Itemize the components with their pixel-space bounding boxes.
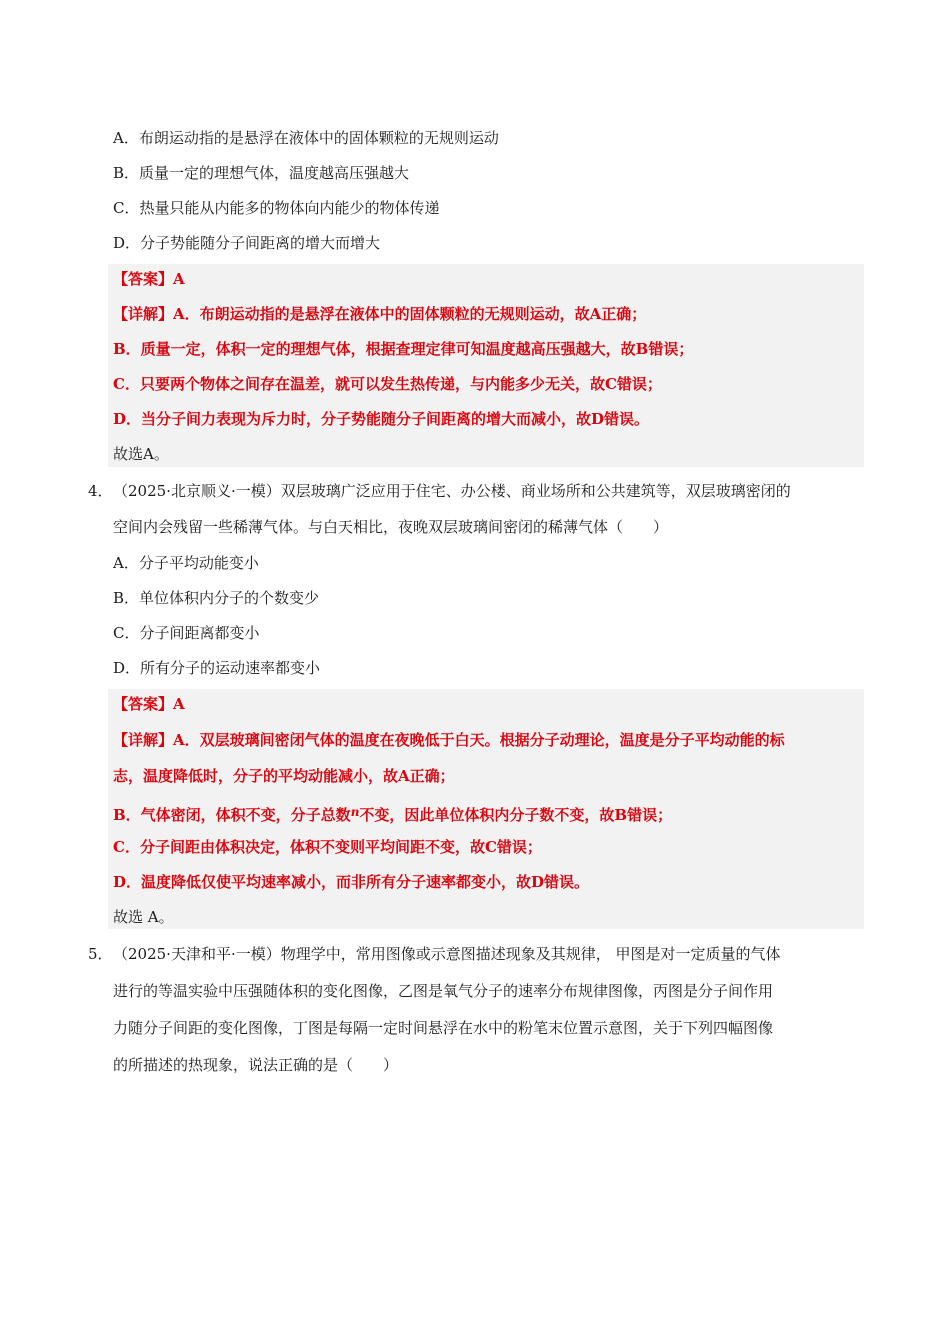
- q4-number: 4．: [88, 482, 113, 500]
- q4-detail-b-pre: B．气体密闭，体积不变，分子总数: [113, 806, 351, 824]
- q3-detail-label: 【详解】: [113, 305, 174, 323]
- q4-detail-label: 【详解】: [113, 731, 174, 749]
- q4-answer: 【答案】A: [113, 695, 185, 713]
- q4-detail-b: [113, 802, 672, 825]
- q3-option-c: C．热量只能从内能多的物体向内能少的物体传递: [113, 199, 440, 217]
- q5-stem-line2: 进行的等温实验中压强随体积的变化图像，乙图是氧气分子的速率分布规律图像，丙图是分子间作用: [113, 982, 774, 1000]
- q4-detail-line1-text: A．双层玻璃间密闭气体的温度在夜晚低于白天。根据分子动理论，温度是分子平均动能的标: [173, 731, 785, 749]
- q4-detail-b-var: n: [350, 805, 360, 819]
- q3-option-b: B．质量一定的理想气体，温度越高压强越大: [113, 164, 410, 182]
- q3-answer-box: [108, 264, 864, 467]
- q3-detail-a: [113, 304, 646, 324]
- q3-detail-c: C．只要两个物体之间存在温差，就可以发生热传递，与内能多少无关，故C错误；: [113, 375, 662, 393]
- q3-conclusion: 故选A。: [113, 445, 169, 463]
- q3-option-a: A．布朗运动指的是悬浮在液体中的固体颗粒的无规则运动: [113, 129, 499, 147]
- q5-stem-line1: （2025·天津和平·一模）物理学中，常用图像或示意图描述现象及其规律， 甲图是对一定质量的气体: [113, 945, 781, 963]
- q3-answer: 【答案】A: [113, 270, 185, 288]
- q4-option-a: A．分子平均动能变小: [113, 554, 259, 572]
- q5-stem-line3: 力随分子间距的变化图像，丁图是每隔一定时间悬浮在水中的粉笔末位置示意图，关于下列四幅图像: [113, 1019, 774, 1037]
- q4-option-d: D．所有分子的运动速率都变小: [113, 659, 321, 677]
- q4-option-b: B．单位体积内分子的个数变少: [113, 589, 320, 607]
- q4-stem-line2: 空间内会残留一些稀薄气体。与白天相比，夜晚双层玻璃间密闭的稀薄气体（ ）: [113, 518, 669, 536]
- q3-detail-a-text: A．布朗运动指的是悬浮在液体中的固体颗粒的无规则运动，故A正确；: [173, 305, 647, 323]
- q4-conclusion: 故选 A。: [113, 908, 174, 926]
- q4-option-c: C．分子间距离都变小: [113, 624, 260, 642]
- q4-detail-c: C．分子间距由体积决定，体积不变则平均间距不变，故C错误；: [113, 838, 542, 856]
- q4-stem-line1: （2025·北京顺义·一模）双层玻璃广泛应用于住宅、办公楼、商业场所和公共建筑等，双层玻璃密闭的: [113, 482, 791, 500]
- q3-option-d: D．分子势能随分子间距离的增大而增大: [113, 234, 381, 252]
- q4-detail-b-post: 不变，因此单位体积内分子数不变，故B错误；: [359, 806, 673, 824]
- q4-detail-d: D．温度降低仅使平均速率减小，而非所有分子速率都变小，故D错误。: [113, 873, 590, 891]
- q5-number: 5．: [88, 945, 113, 963]
- q3-detail-b: B．质量一定，体积一定的理想气体，根据查理定律可知温度越高压强越大，故B错误；: [113, 340, 694, 358]
- q4-detail-line2: 志，温度降低时，分子的平均动能减小，故A正确；: [113, 767, 455, 785]
- q4-detail-line1: [113, 730, 785, 750]
- q5-stem-line4: 的所描述的热现象，说法正确的是（ ）: [113, 1056, 399, 1074]
- q3-detail-d: D．当分子间力表现为斥力时，分子势能随分子间距离的增大而减小，故D错误。: [113, 410, 650, 428]
